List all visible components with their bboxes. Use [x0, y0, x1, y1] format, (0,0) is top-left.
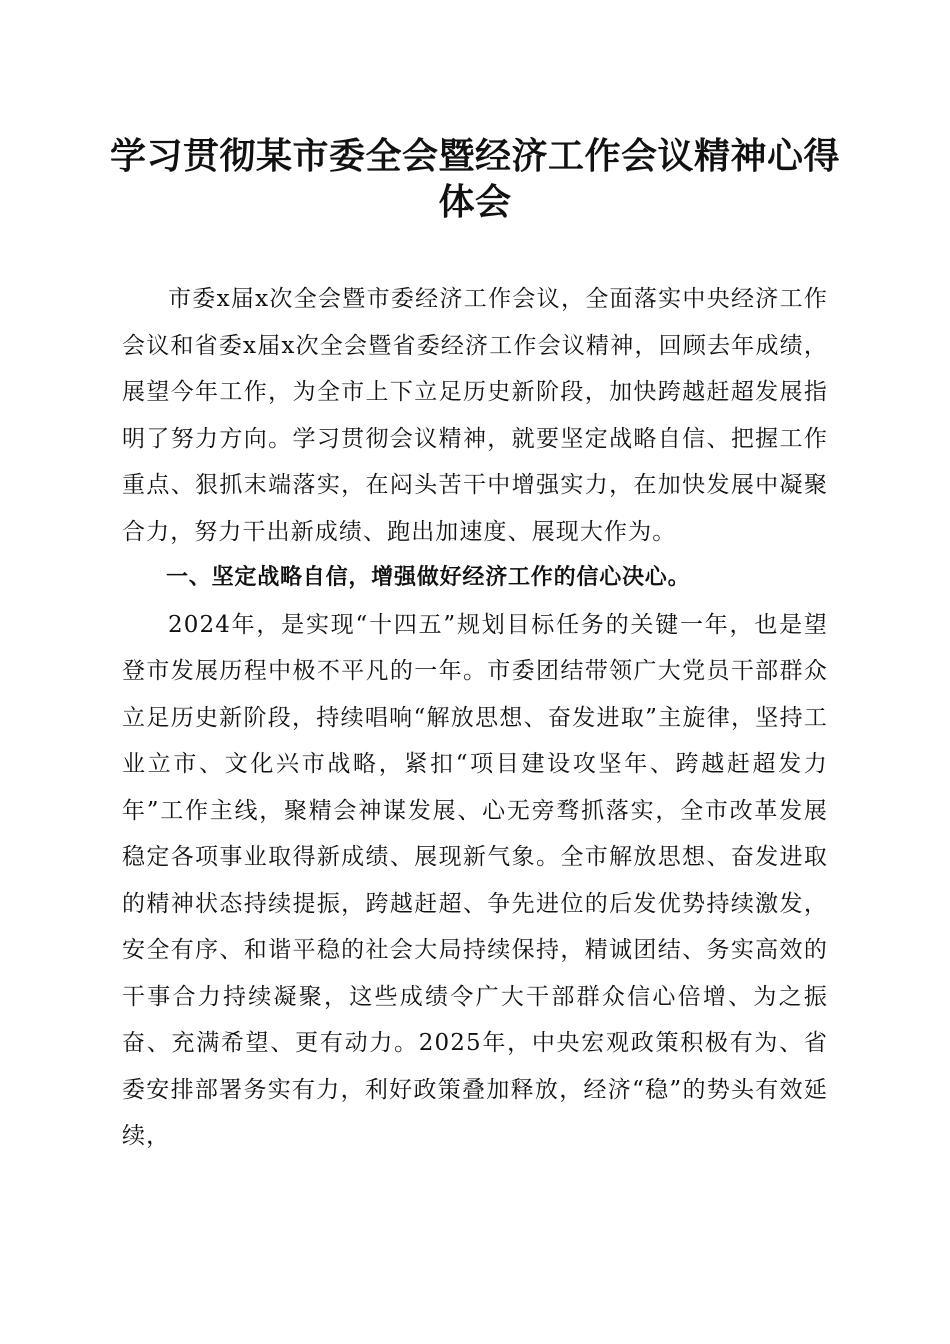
document-body	[122, 276, 828, 1160]
intro-paragraph: 市委x届x次全会暨市委经济工作会议，全面落实中央经济工作会议和省委x届x次全会暨省委经济工作会议精神，回顾去年成绩，展望今年工作，为全市上下立足历史新阶段，加快跨越赶超发展指明了努力方向。学习贯彻会议精神，就要坚定战略自信、把握工作重点、狠抓末端落实，在闷头苦干中增强实力，在加快发展中凝聚合力，努力干出新成绩、跑出加速度、展现大作为。	[122, 286, 828, 545]
section-heading-1: 一、坚定战略自信，增强做好经济工作的信心决心。	[166, 565, 691, 590]
document-title: 学习贯彻某市委全会暨经济工作会议精神心得体会	[110, 136, 841, 223]
section-1-paragraph: 2024年，是实现“十四五”规划目标任务的关键一年，也是望登市发展历程中极不平凡的一年。市委团结带领广大党员干部群众立足历史新阶段，持续唱响“解放思想、奋发进取”主旋律，坚持工业立市、文化兴市战略，紧扣“项目建设攻坚年、跨越赶超发力年”工作主线，聚精会神谋发展、心无旁骛抓落实，全市改革发展稳定各项事业取得新成绩、展现新气象。全市解放思想、奋发进取的精神状态持续提振，跨越赶超、争先进位的后发优势持续激发，安全有序、和谐平稳的社会大局持续保持，精诚团结、务实高效的干事合力持续凝聚，这些成绩令广大干部群众信心倍增、为之振奋、充满希望、更有动力。2025年，中央宏观政策积极有为、省委安排部署务实有力，利好政策叠加释放，经济“稳”的势头有效延续，	[122, 611, 828, 1149]
